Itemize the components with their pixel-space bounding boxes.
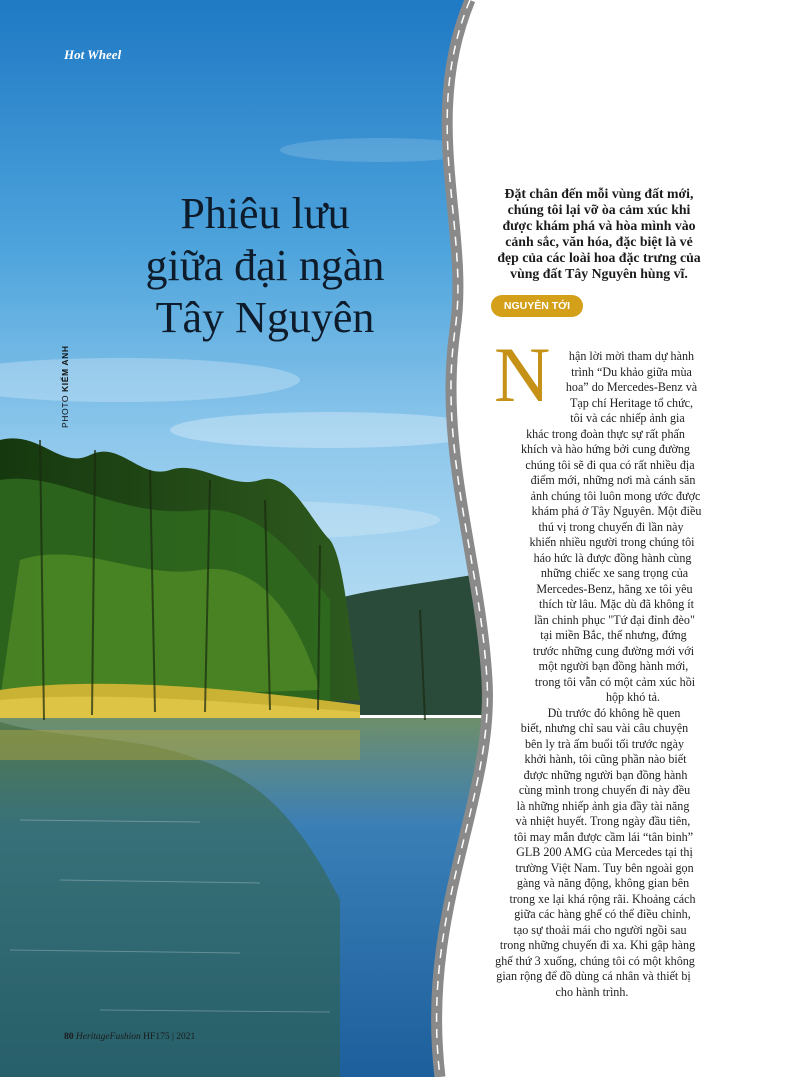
body-line: giữa các hàng ghế có thể điều chỉnh, — [514, 907, 691, 921]
body-line: Tạp chí Heritage tổ chức, — [569, 395, 694, 410]
author-badge: NGUYÊN TỚI — [491, 295, 583, 317]
body-line: khác trong đoàn thực sự rất phấn — [526, 426, 685, 441]
photo-credit-label: PHOTO — [60, 394, 70, 428]
body-line: trước những cung đường mới với — [532, 643, 695, 658]
lead-line: vùng đất Tây Nguyên hùng vĩ. — [510, 265, 688, 281]
body-line: khởi hành, tôi cũng phần nào biết — [524, 752, 687, 766]
body-line: bên ly trà ấm buổi tối trước ngày — [524, 736, 685, 751]
body-line: cho hành trình. — [555, 984, 629, 999]
body-line: tạo sự thoải mái cho người ngồi sau — [513, 922, 687, 937]
body-line: những chiếc xe sang trọng của — [540, 566, 689, 580]
body-line: hoa” do Mercedes-Benz và — [565, 380, 698, 394]
body-line: GLB 200 AMG của Mercedes tại thị — [516, 845, 693, 859]
body-line: tôi may mắn được cầm lái “tân binh” — [513, 829, 694, 844]
body-line: được những người bạn đồng hành — [523, 767, 688, 782]
photo-credit-name: KIẾM ANH — [60, 345, 70, 392]
body-line: trong tôi vẫn có một cảm xúc hồi — [534, 674, 696, 689]
lead-line: được khám phá và hòa mình vào — [502, 217, 696, 233]
body-line: lần chinh phục "Tứ đại đỉnh đèo" — [534, 612, 695, 627]
body-line: khích và hào hứng bởi cung đường — [521, 442, 690, 456]
body-line: ghế thứ 3 xuống, chúng tôi có một không — [495, 953, 695, 968]
body-line: tại miền Bắc, thế nhưng, đứng — [540, 628, 687, 642]
lead-line: chúng tôi lại vỡ òa cảm xúc khi — [507, 201, 691, 217]
article-title — [100, 188, 430, 344]
lead-paragraph — [476, 186, 722, 281]
body-line: trong những chuyến đi xa. Khi gập hàng — [499, 938, 696, 952]
body-line: háo hức là được đồng hành cùng — [533, 550, 692, 565]
title-line: Phiêu lưu — [180, 189, 350, 238]
title-line: giữa đại ngàn — [145, 241, 385, 290]
body-line: biết, nhưng chỉ sau vài câu chuyện — [520, 721, 689, 735]
body-line: là những nhiếp ảnh gia đầy tài năng — [516, 798, 690, 813]
body-line: tôi và các nhiếp ảnh gia — [570, 411, 685, 425]
body-line: chúng tôi sẽ đi qua có rất nhiều địa — [525, 457, 695, 472]
lead-line: Đặt chân đến mỗi vùng đất mới, — [504, 186, 694, 201]
body-line: điểm mới, những nơi mà cánh săn — [530, 473, 696, 487]
body-line: thích từ lâu. Mặc dù đã không ít — [538, 597, 694, 611]
body-line: gian rộng để đồ dùng cá nhân và thiết bị — [496, 969, 691, 983]
body-line: Mercedes-Benz, hãng xe tôi yêu — [536, 581, 693, 596]
title-line: Tây Nguyên — [155, 293, 375, 342]
body-line: hộp khó tả. — [605, 690, 661, 704]
body-line: thú vị trong chuyến đi lần này — [538, 519, 684, 534]
drop-cap: N — [494, 331, 551, 418]
body-line: Dù trước đó không hề quen — [547, 705, 681, 720]
body-line: một người bạn đồng hành mới, — [538, 659, 689, 673]
page-footer — [64, 1032, 195, 1042]
photo-credit — [60, 345, 70, 428]
body-line: cùng mình trong chuyến đi này đều — [518, 783, 691, 797]
body-line: hận lời mời tham dự hành — [568, 349, 695, 363]
body-line: khiến nhiều người trong chúng tôi — [529, 535, 695, 549]
section-label: Hot Wheel — [64, 47, 122, 62]
page-number: 80 — [64, 1032, 74, 1042]
body-line: khám phá ở Tây Nguyên. Một điều — [531, 504, 702, 518]
magazine-name: HeritageFashion — [75, 1032, 141, 1042]
body-line: trình “Du khảo giữa mùa — [571, 364, 692, 379]
body-line: gàng và năng động, không gian bên — [516, 876, 690, 890]
body-line: trường Việt Nam. Tuy bên ngoài gọn — [515, 860, 694, 875]
body-line: và nhiệt huyết. Trong ngày đầu tiên, — [515, 814, 691, 828]
lead-line: cảnh sắc, văn hóa, đặc biệt là vẻ — [505, 233, 693, 249]
lead-line: đẹp của các loài hoa đặc trưng của — [497, 249, 701, 265]
issue-info: HF175 | 2021 — [143, 1032, 196, 1042]
body-line: ảnh chúng tôi luôn mong ước được — [530, 488, 701, 503]
body-line: trong xe lại khá rộng rãi. Khoảng cách — [509, 891, 696, 906]
